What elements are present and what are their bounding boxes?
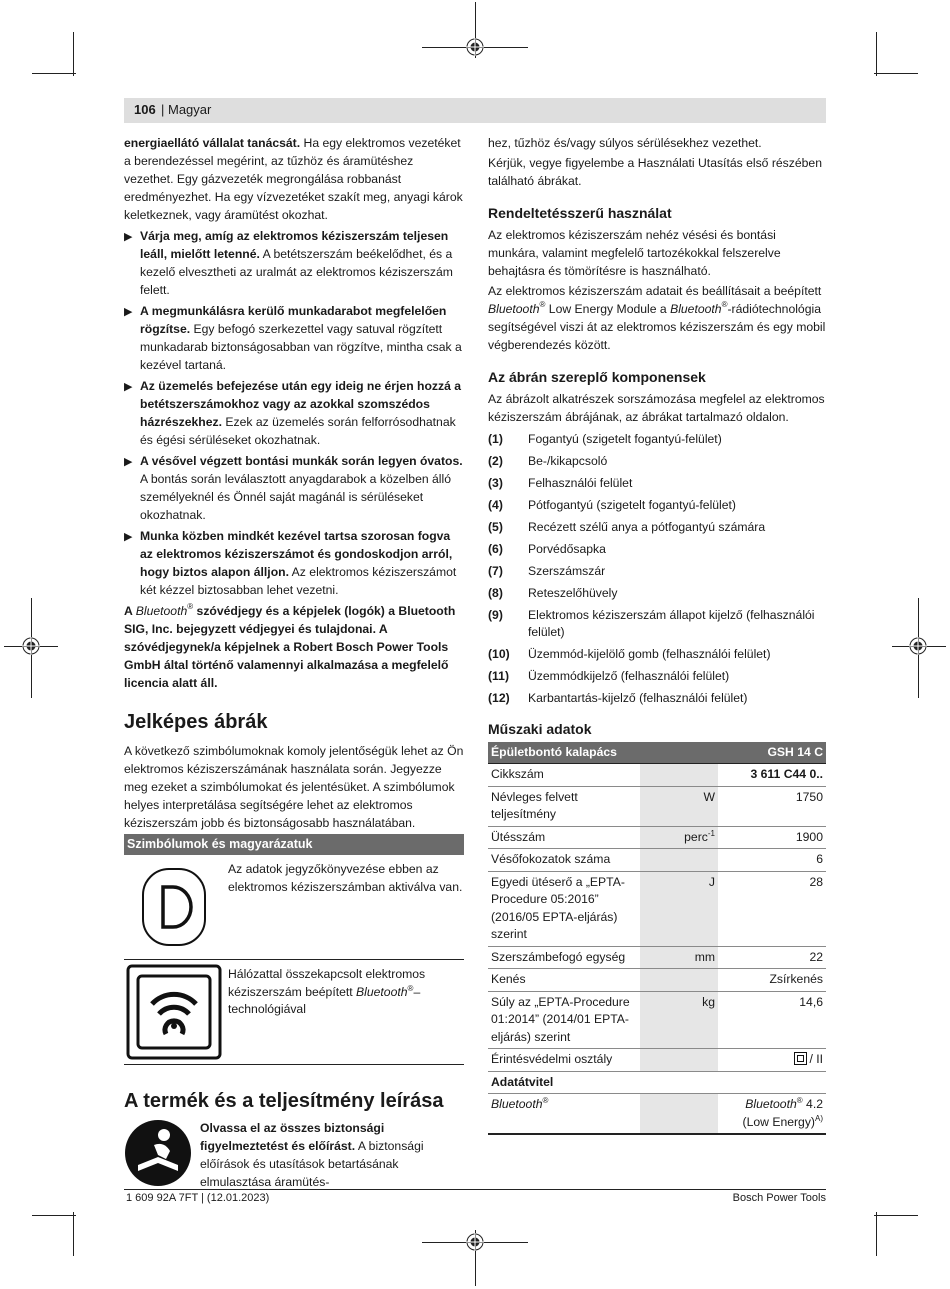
- symbol-row: [124, 855, 464, 960]
- components-list: [488, 431, 826, 708]
- list-item: (2) Be-/kikapcsoló: [488, 453, 608, 468]
- symbols-table-header: Szimbólumok és magyarázatuk: [124, 834, 464, 855]
- product-heading: A termék és a teljesítmény leírása: [124, 1090, 444, 1112]
- registration-mark-icon: [22, 637, 40, 655]
- page-header: [124, 98, 826, 123]
- components-heading: Az ábrán szereplő komponensek: [488, 369, 706, 385]
- symbol-description: Hálózattal összekapcsolt elektromos kéziszerszám beépített Bluetooth®–technológiával: [228, 967, 426, 1016]
- safety-bullet: ▶ Várja meg, amíg az elektromos kéziszerszám teljesen leáll, mielőtt letenné. A betétszerszám beékelődhet, és a kezelő elvesztheti az uralmát az elektromos kéziszerszám felett.: [124, 229, 453, 297]
- crop-mark: [73, 32, 74, 76]
- read-manual-block: [124, 1119, 464, 1192]
- list-item: (9) Elektromos kéziszerszám állapot kijelző (felhasználói felület): [488, 607, 815, 639]
- tech-head-model: GSH 14 C: [718, 742, 826, 764]
- crop-mark: [874, 73, 918, 74]
- table-row: Névleges felvett teljesítmény W 1750: [488, 786, 826, 826]
- registration-mark-icon: [909, 637, 927, 655]
- page-number: 106: [134, 102, 156, 117]
- arrow-bullet-icon: ▶: [124, 531, 133, 543]
- intended-use-heading: Rendeltetésszerű használat: [488, 205, 672, 221]
- safety-bullet: ▶ Munka közben mindkét kezével tartsa szorosan fogva az elektromos kéziszerszámot és gondoskodjon arról, hogy biztos alapon álljon. Az elektromos kéziszerszámot két kézzel biztosabban lehet vezetni.: [124, 529, 457, 597]
- tech-head-label: Épületbontó kalapács: [488, 742, 718, 764]
- list-item: (5) Recézett szélű anya a pótfogantyú számára: [488, 519, 766, 534]
- table-row: Szerszámbefogó egység mm 22: [488, 946, 826, 969]
- arrow-bullet-icon: ▶: [124, 306, 133, 318]
- list-item: (3) Felhasználói felület: [488, 475, 633, 490]
- trademark-notice: A Bluetooth® szóvédjegy és a képjelek (logók) a Bluetooth SIG, Inc. bejegyzett védjegyei és tulajdonai. A szóvédjegynek/a képjelnek a Robert Bosch Power Tools GmbH által történő valamennyi alkalmazása a megfelelő licencia alatt áll.: [124, 602, 456, 690]
- arrow-bullet-icon: ▶: [124, 456, 133, 468]
- table-header-row: [488, 742, 826, 764]
- list-item: (1) Fogantyú (szigetelt fogantyú-felület): [488, 431, 722, 446]
- bluetooth-connected-icon: [124, 960, 224, 1064]
- read-manual-icon: [124, 1119, 200, 1192]
- arrow-bullet-icon: ▶: [124, 231, 133, 243]
- read-manual-text: Olvassa el az összes biztonsági figyelmeztetést és előírást. A biztonsági előírások és utasítások betartásának elmulasztása áramütés-: [200, 1121, 424, 1189]
- safety-bullet: ▶ A megmunkálásra kerülő munkadarabot megfelelően rögzítse. Egy befogó szerkezettel vagy satuval rögzített munkadarab biztonságosabban van rögzítve, mintha csak a kezével tartaná.: [124, 304, 462, 372]
- list-item: (10) Üzemmód-kijelölő gomb (felhasználói felület): [488, 647, 771, 661]
- table-row: Cikkszám 3 611 C44 0..: [488, 764, 826, 787]
- intro-paragraph: energiaellátó vállalat tanácsát. Ha egy elektromos vezetéket a berendezéssel megérint, az tűzhöz és áramütéshez vezethet. Egy gázvezeték megrongálása robbanást eredményezhet. Ha egy vízvezetéket szakít meg, anyagi károk keletkeznek, vagy áramütést okozhat.: [124, 136, 463, 222]
- protection-class-ii-icon: [794, 1052, 807, 1065]
- tech-data-table: [488, 742, 826, 1136]
- crop-mark: [32, 1215, 76, 1216]
- symbol-row: [124, 960, 464, 1065]
- table-row: Érintésvédelmi osztály / II: [488, 1049, 826, 1072]
- arrow-bullet-icon: ▶: [124, 381, 133, 393]
- header-language: Magyar: [168, 102, 212, 117]
- table-row: Vésőfokozatok száma 6: [488, 849, 826, 872]
- symbols-heading: Jelképes ábrák: [124, 711, 268, 733]
- table-row: Kenés Zsírkenés: [488, 969, 826, 992]
- safety-bullet: ▶ A vésővel végzett bontási munkák során legyen óvatos. A bontás során leválasztott anyagdarabok a közelben álló személyeknél és Önnél saját magánál is sérüléseket okozhatnak.: [124, 454, 463, 522]
- figure-note: Kérjük, vegye figyelembe a Használati Utasítás első részében található ábrákat.: [488, 156, 822, 188]
- table-row: Bluetooth® Bluetooth® 4.2 (Low Energy)$^{A)}$: [488, 1094, 826, 1135]
- header-separator: |: [161, 102, 165, 117]
- table-row: Egyedi ütéserő a „EPTA-Procedure 05:2016” (2016/05 EPTA-eljárás) szerint J 28: [488, 871, 826, 946]
- footer-doc-number: 1 609 92A 7FT | (12.01.2023): [126, 1192, 270, 1204]
- list-item: (12) Karbantartás-kijelző (felhasználói felület): [488, 691, 748, 705]
- components-intro: Az ábrázolt alkatrészek sorszámozása megfelel az elektromos kéziszerszám ábrájának, az ábrákat tartalmazó oldalon.: [488, 392, 825, 424]
- footer-brand: Bosch Power Tools: [732, 1192, 826, 1204]
- crop-mark: [876, 1212, 877, 1256]
- left-column: [124, 134, 464, 1192]
- data-logging-d-icon: [124, 855, 224, 959]
- list-item: (7) Szerszámszár: [488, 563, 606, 578]
- symbol-description: Az adatok jegyzőkönyvezése ebben az elektromos kéziszerszámban aktiválva van.: [228, 862, 463, 894]
- bluetooth-text: Az elektromos kéziszerszám adatait és beállításait a beépített Bluetooth® Low Energy Module a Bluetooth®-rádiótechnológia segítségével viszi át az elektromos kéziszerszám és egy mobil végberendezés között.: [488, 284, 826, 352]
- tech-data-heading: Műszaki adatok: [488, 720, 592, 737]
- right-column: [488, 134, 826, 1135]
- registration-mark-icon: [466, 1233, 484, 1251]
- safety-bullet: ▶ Az üzemelés befejezése után egy ideig ne érjen hozzá a betétszerszámokhoz vagy az azokkal szomszédos házrészekhez. Ezek az üzemelés során felforrósodhatnak és égési sérüléseket okozhatnak.: [124, 379, 462, 447]
- symbols-intro: A következő szimbólumoknak komoly jelentőségük lehet az Ön elektromos kéziszerszámának használata során. Jegyezze meg ezeket a szimbólumokat és jelentésüket. A szimbólumok helyes interpretálása segítségére lehet az elektromos kéziszerszám jobb és biztonságosabb használatában.: [124, 744, 464, 830]
- crop-mark: [73, 1212, 74, 1256]
- list-item: (4) Pótfogantyú (szigetelt fogantyú-felület): [488, 497, 736, 512]
- continued-text: hez, tűzhöz és/vagy súlyos sérülésekhez vezethet.: [488, 136, 762, 150]
- intended-use-text: Az elektromos kéziszerszám nehéz vésési és bontási munkára, valamint megfelelő tartozékokkal felszerelve behajtásra és tömörítésre is használható.: [488, 228, 781, 278]
- list-item: (11) Üzemmódkijelző (felhasználói felület): [488, 669, 730, 683]
- registration-mark-icon: [466, 38, 484, 56]
- table-section-row: Adatátvitel: [488, 1071, 826, 1094]
- crop-mark: [32, 73, 76, 74]
- table-row: Ütésszám perc$^{-1}$ 1900: [488, 826, 826, 849]
- symbols-table: [124, 834, 464, 1065]
- crop-mark: [874, 1215, 918, 1216]
- list-item: (6) Porvédősapka: [488, 541, 606, 556]
- crop-mark: [876, 32, 877, 76]
- list-item: (8) Reteszelőhüvely: [488, 585, 618, 600]
- footer-divider: [124, 1189, 826, 1190]
- table-row: Súly az „EPTA-Procedure 01:2014” (2014/01 EPTA-eljárás) szerint kg 14,6: [488, 991, 826, 1049]
